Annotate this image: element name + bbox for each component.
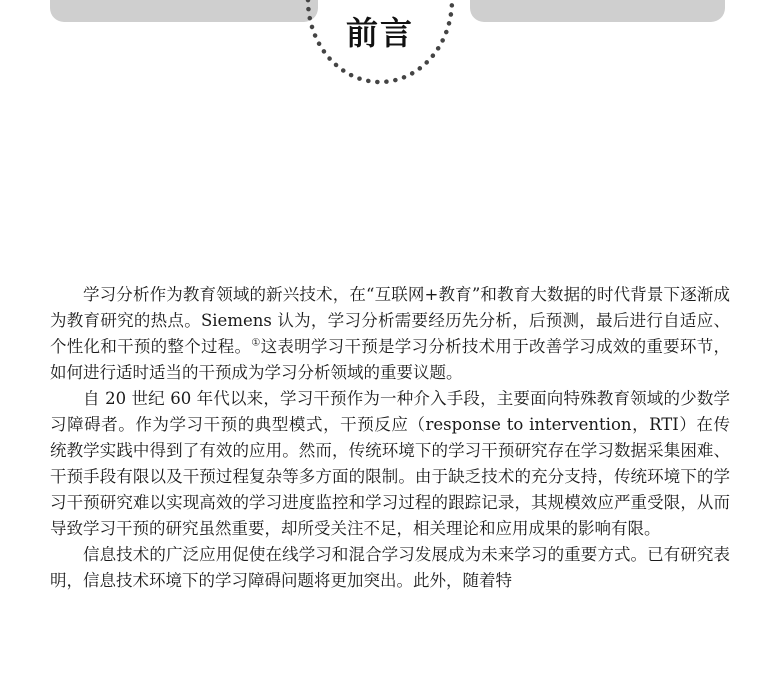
document-body	[50, 282, 730, 594]
paragraph-1	[50, 282, 730, 386]
header-band-right	[470, 0, 725, 22]
header-band-left	[50, 0, 318, 22]
paragraph-1-text-a: 学习分析作为教育领域的新兴技术，在“互联网+教育”和教育大数据的时代背景下逐渐成为教育研究的热点。Siemens 认为，学习分析需要经历先分析，后预测，最后进行自适应、个性化和干预的整个过程。	[50, 285, 730, 356]
footnote-marker[interactable]: ①	[251, 337, 261, 349]
paragraph-3: 信息技术的广泛应用促使在线学习和混合学习发展成为未来学习的重要方式。已有研究表明，信息技术环境下的学习障碍问题将更加突出。此外，随着特	[50, 545, 730, 590]
paragraph-2: 自 20 世纪 60 年代以来，学习干预作为一种介入手段，主要面向特殊教育领域的少数学习障碍者。作为学习干预的典型模式，干预反应（response to intervention，RTI）在传统教学实践中得到了有效的应用。然而，传统环境下的学习干预研究存在学习数据采集困难、干预手段有限以及干预过程复杂等多方面的限制。由于缺乏技术的充分支持，传统环境下的学习干预研究难以实现高效的学习进度监控和学习过程的跟踪记录，其规模效应严重受限，从而导致学习干预的研究虽然重要，却所受关注不足，相关理论和应用成果的影响有限。	[50, 389, 730, 538]
page-title: 前言	[345, 14, 414, 52]
paragraph-1-text-b: 这表明学习干预是学习分析技术用于改善学习成效的重要环节，如何进行适时适当的干预成为学习分析领域的重要议题。	[50, 337, 731, 382]
